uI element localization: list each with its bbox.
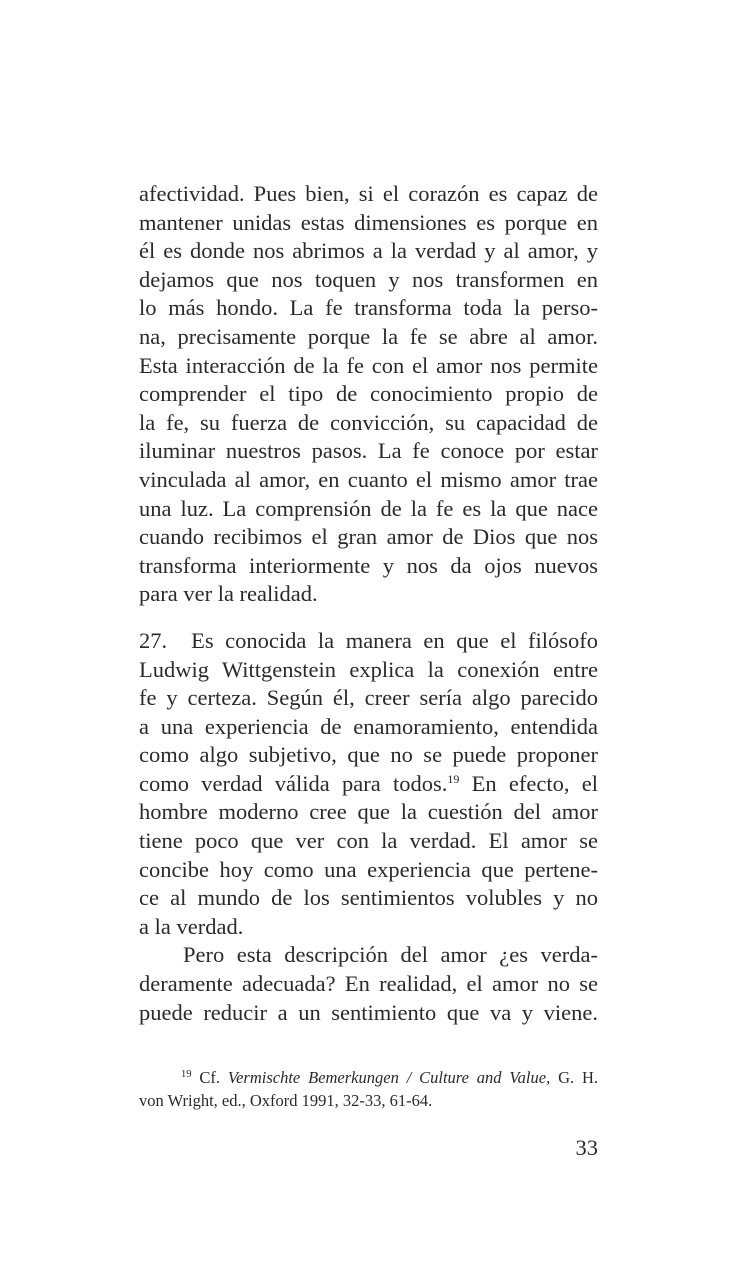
text-line: transforma interiormente y nos da ojos nuevos xyxy=(139,552,598,578)
text-line: como algo subjetivo, que no se puede proponer xyxy=(139,742,598,768)
text-line: para ver la realidad. xyxy=(139,581,318,607)
footnote-line xyxy=(139,1066,598,1089)
text-line: mantener unidas estas dimensiones es porque en xyxy=(139,209,598,235)
text-line: tiene poco que ver con la verdad. El amor se xyxy=(139,828,598,854)
page-number: 33 xyxy=(575,1135,598,1160)
text-line: vinculada al amor, en cuanto el mismo amor trae xyxy=(139,466,598,492)
text-line: a la verdad. xyxy=(139,913,244,939)
text-line-with-footnote-ref xyxy=(139,770,598,799)
text-line: a una experiencia de enamoramiento, entendida xyxy=(139,713,598,739)
footnote-number: 19 xyxy=(181,1069,192,1080)
text-line: iluminar nuestros pasos. La fe conoce por estar xyxy=(139,438,598,464)
footnote-text: G. H. xyxy=(550,1068,599,1087)
footnote-line: von Wright, ed., Oxford 1991, 32-33, 61-64. xyxy=(139,1091,433,1110)
text-line: lo más hondo. La fe transforma toda la perso- xyxy=(139,295,598,321)
text-line: comprender el tipo de conocimiento propio de xyxy=(139,381,598,407)
text-line: afectividad. Pues bien, si el corazón es capaz de xyxy=(139,181,598,206)
text-line: Esta interacción de la fe con el amor nos permite xyxy=(139,352,598,378)
footnote xyxy=(139,1066,598,1112)
text-line: ce al mundo de los sentimientos volubles y no xyxy=(139,885,598,911)
text-line: la fe, su fuerza de convicción, su capacidad de xyxy=(139,409,598,435)
text-line: él es donde nos abrimos a la verdad y al amor, y xyxy=(139,238,598,264)
text-line: deramente adecuada? En realidad, el amor no se xyxy=(139,971,598,997)
footnote-prefix: Cf. xyxy=(191,1068,228,1087)
text-line: hombre moderno cree que la cuestión del amor xyxy=(139,799,598,825)
text-line: Ludwig Wittgenstein explica la conexión entre xyxy=(139,656,598,682)
footnote-reference[interactable]: 19 xyxy=(447,771,460,786)
footnote-work-title: Vermischte Bemerkungen / Culture and Value, xyxy=(227,1068,551,1087)
text-line: na, precisamente porque la fe se abre al amor. xyxy=(139,323,598,349)
section-first-line-text: Es conocida la manera en que el filósofo xyxy=(191,627,598,653)
section-number: 27. xyxy=(139,627,168,653)
text-line: fe y certeza. Según él, creer sería algo parecido xyxy=(139,685,598,711)
text-line: Pero esta descripción del amor ¿es verda- xyxy=(183,942,598,968)
section-first-line xyxy=(139,627,598,656)
text-segment: como verdad válida para todos. xyxy=(139,770,448,796)
text-line: cuando recibimos el gran amor de Dios que nos xyxy=(139,524,598,550)
text-line: una luz. La comprensión de la fe es la que nace xyxy=(139,495,598,521)
main-text xyxy=(139,180,598,1027)
text-line: dejamos que nos toquen y nos transformen en xyxy=(139,266,598,292)
text-segment: En efecto, el xyxy=(459,770,599,796)
text-line: puede reducir a un sentimiento que va y viene. xyxy=(139,999,598,1025)
section-27 xyxy=(139,627,598,1027)
paragraph-gap xyxy=(139,609,598,627)
paragraph-continuation xyxy=(139,180,598,609)
text-line: concibe hoy como una experiencia que pertene- xyxy=(139,856,598,882)
